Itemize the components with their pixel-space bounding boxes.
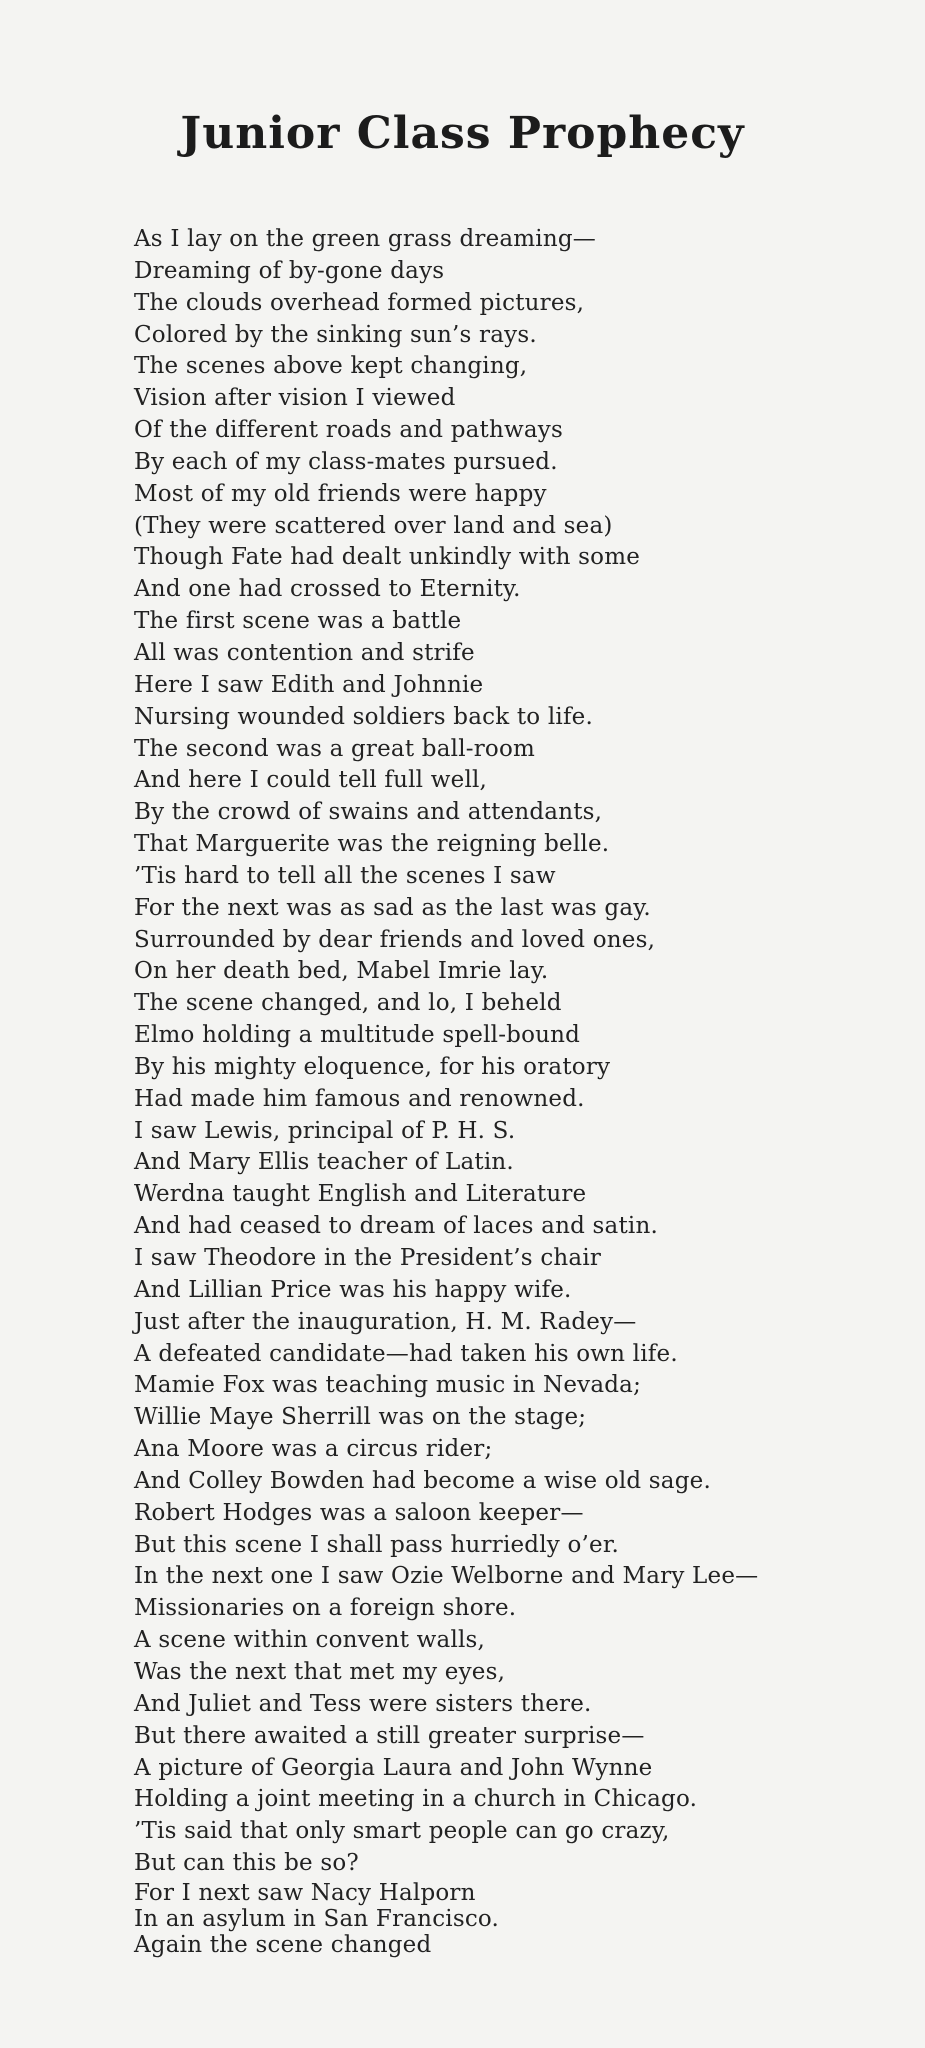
poem-line: And Mary Ellis teacher of Latin. [134,1149,514,1176]
poem-line: And had ceased to dream of laces and satin. [134,1213,658,1240]
poem-line: In the next one I saw Ozie Welborne and Mary Lee— [134,1563,759,1590]
poem-line: Here I saw Edith and Johnnie [134,671,484,698]
poem-line: Again the scene changed [134,1931,432,1958]
poem-line: Missionaries on a foreign shore. [134,1595,517,1622]
poem-body [134,224,914,1958]
poem-line: A picture of Georgia Laura and John Wynne [134,1754,653,1781]
poem-line: And here I could tell full well, [134,767,488,794]
poem-line: Of the different roads and pathways [134,417,563,444]
poem-line: A defeated candidate—had taken his own life. [134,1340,678,1367]
page-title: Junior Class Prophecy [180,108,745,159]
poem-line: The scene changed, and lo, I beheld [134,990,562,1017]
poem-line: (They were scattered over land and sea) [134,512,613,539]
poem-line: But there awaited a still greater surprise— [134,1722,645,1749]
poem-line: And Juliet and Tess were sisters there. [134,1690,592,1717]
poem-line: The second was a great ball-room [134,735,536,762]
poem-line: Mamie Fox was teaching music in Nevada; [134,1372,642,1399]
poem-line: I saw Lewis, principal of P. H. S. [134,1117,516,1144]
poem-line: But can this be so? [134,1850,359,1877]
poem-line: That Marguerite was the reigning belle. [134,831,610,858]
poem-line: Had made him famous and renowned. [134,1085,585,1112]
poem-line: Colored by the sinking sun’s rays. [134,321,537,348]
poem-line: Elmo holding a multitude spell-bound [134,1022,581,1049]
poem-line: Robert Hodges was a saloon keeper— [134,1499,584,1526]
poem-line: By his mighty eloquence, for his oratory [134,1053,611,1080]
poem-line: The first scene was a battle [134,608,462,635]
poem-line: As I lay on the green grass dreaming— [134,226,596,252]
poem-line: Though Fate had dealt unkindly with some [134,544,641,571]
poem-line: The scenes above kept changing, [134,353,528,380]
poem-line: Dreaming of by-gone days [134,257,445,284]
poem-line: But this scene I shall pass hurriedly o’er. [134,1531,620,1558]
poem-line: And Colley Bowden had become a wise old sage. [134,1467,711,1494]
poem-line: Vision after vision I viewed [134,385,456,412]
poem-line: And one had crossed to Eternity. [134,576,521,603]
poem-line: By each of my class-mates pursued. [134,448,558,475]
poem-line: And Lillian Price was his happy wife. [134,1276,572,1303]
poem-line: Werdna taught English and Literature [134,1181,587,1208]
poem-line: Surrounded by dear friends and loved ones, [134,926,656,953]
poem-line: ’Tis hard to tell all the scenes I saw [134,862,556,889]
poem-line: The clouds overhead formed pictures, [134,289,585,316]
poem-line: Just after the inauguration, H. M. Radey— [134,1308,637,1335]
poem-line: I saw Theodore in the President’s chair [134,1245,602,1271]
poem-line: All was contention and strife [134,639,475,666]
poem-line: Nursing wounded soldiers back to life. [134,703,593,730]
poem-line: Was the next that met my eyes, [134,1658,506,1685]
poem-line: On her death bed, Mabel Imrie lay. [134,958,549,985]
poem-line: For the next was as sad as the last was gay. [134,894,651,921]
poem-line: A scene within convent walls, [134,1627,486,1654]
poem-line: By the crowd of swains and attendants, [134,799,603,826]
poem-line: In an asylum in San Francisco. [134,1905,500,1932]
poem-line: Ana Moore was a circus rider; [134,1436,493,1463]
poem-line: Holding a joint meeting in a church in Chicago. [134,1786,698,1813]
poem-line: ’Tis said that only smart people can go crazy, [134,1818,670,1845]
poem-line: Most of my old friends were happy [134,480,547,507]
poem-line: Willie Maye Sherrill was on the stage; [134,1404,587,1431]
poem-line: For I next saw Nacy Halporn [134,1879,476,1906]
